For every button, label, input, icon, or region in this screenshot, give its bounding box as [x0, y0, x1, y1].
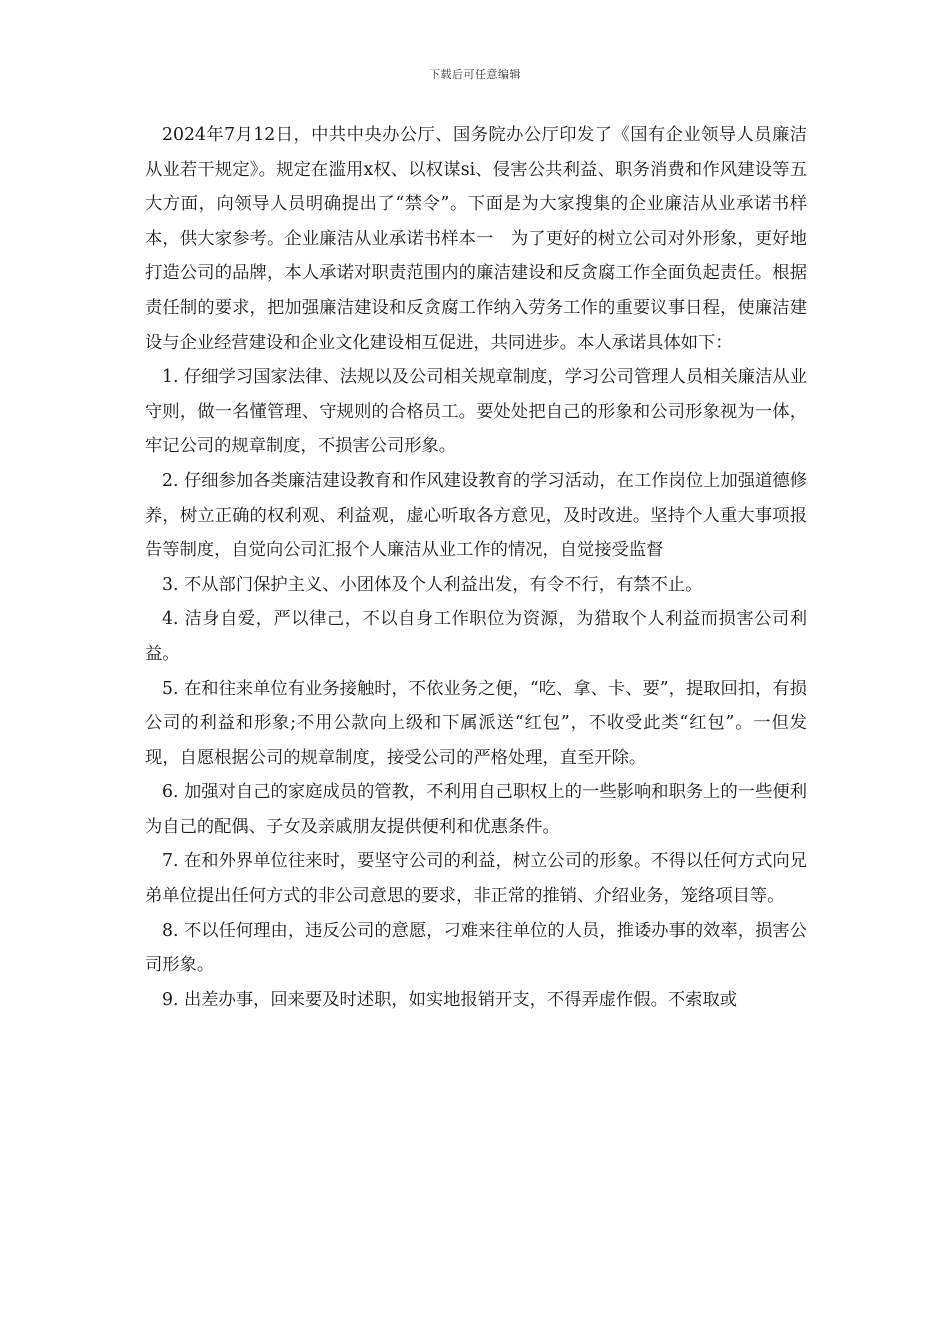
- commitment-item-3: 3. 不从部门保护主义、小团体及个人利益出发，有令不行，有禁不止。: [162, 574, 703, 595]
- commitment-item-1: 1. 仔细学习国家法律、法规以及公司相关规章制度，学习公司管理人员相关廉洁从业守则，做一名懂管理、守规则的合格员工。要处处把自己的形象和公司形象视为一体，牢记公司的规章制度，不损害公司形象。: [145, 367, 807, 457]
- commitment-item-8: 8. 不以任何理由，违反公司的意愿，刁难来往单位的人员，推诿办事的效率，损害公司形象。: [145, 920, 807, 976]
- commitment-item-2: 2. 仔细参加各类廉洁建设教育和作风建设教育的学习活动，在工作岗位上加强道德修养，树立正确的权利观、利益观，虚心听取各方意见，及时改进。坚持个人重大事项报告等制度，自觉向公司汇报个人廉洁从业工作的情况，自觉接受监督: [145, 470, 807, 561]
- commitment-item-4: 4. 洁身自爱，严以律己，不以自身工作职位为资源，为猎取个人利益而损害公司利益。: [145, 609, 807, 664]
- document-body: [145, 118, 807, 1017]
- commitment-item-7: 7. 在和外界单位往来时，要坚守公司的利益，树立公司的形象。不得以任何方式向兄弟单位提出任何方式的非公司意思的要求，非正常的推销、介绍业务，笼络项目等。: [145, 851, 807, 907]
- intro-paragraph: 2024年7月12日，中共中央办公厅、国务院办公厅印发了《国有企业领导人员廉洁从业若干规定》。规定在滥用x权、以权谋si、侵害公共利益、职务消费和作风建设等五大方面，向领导人员明确提出了“禁令”。下面是为大家搜集的企业廉洁从业承诺书样本，供大家参考。企业廉洁从业承诺书样本一 为了更好的树立公司对外形象，更好地打造公司的品牌，本人承诺对职责范围内的廉洁建设和反贪腐工作全面负起责任。根据责任制的要求，把加强廉洁建设和反贪腐工作纳入劳务工作的重要议事日程，使廉洁建设与企业经营建设和企业文化建设相互促进，共同进步。本人承诺具体如下：: [145, 125, 807, 353]
- page-header-note: 下载后可任意编辑: [429, 68, 521, 81]
- commitment-item-6: 6. 加强对自己的家庭成员的管教，不利用自己职权上的一些影响和职务上的一些便利为自己的配偶、子女及亲戚朋友提供便利和优惠条件。: [145, 782, 807, 837]
- commitment-item-9: 9. 出差办事，回来要及时述职，如实地报销开支，不得弄虚作假。不索取或: [162, 989, 737, 1010]
- commitment-item-5: 5. 在和往来单位有业务接触时，不依业务之便，“吃、拿、卡、要”，提取回扣，有损公司的利益和形象;不用公款向上级和下属派送“红包”，不收受此类“红包”。一但发现，自愿根据公司的规章制度，接受公司的严格处理，直至开除。: [145, 678, 807, 768]
